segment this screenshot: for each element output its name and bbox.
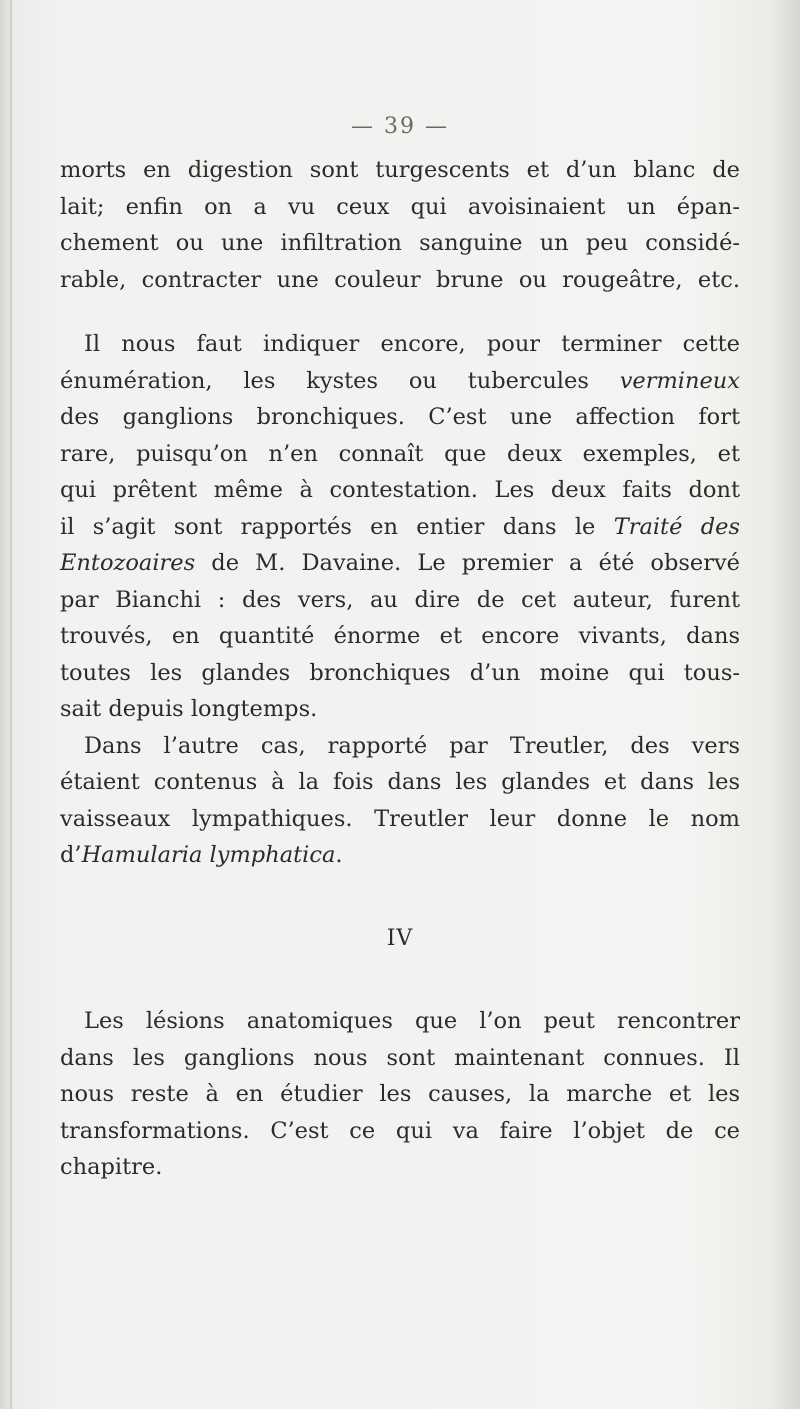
text-line bbox=[60, 363, 740, 400]
text-line: toutes les glandes bronchiques d’un moine qui tous- bbox=[60, 659, 740, 686]
paragraph-2 bbox=[60, 326, 740, 728]
text-line: lait; enfin on a vu ceux qui avoisinaient un épan- bbox=[60, 193, 740, 220]
italic-title: Traité des bbox=[613, 513, 740, 540]
paragraph-3 bbox=[60, 728, 740, 874]
paragraph-4 bbox=[60, 1003, 740, 1186]
text-fragment: il s’agit sont rapportés en entier dans le bbox=[60, 513, 614, 540]
page-number: — 39 — bbox=[351, 114, 449, 139]
text-line: étaient contenus à la fois dans les glandes et dans les bbox=[60, 769, 740, 795]
text-fragment: d’ bbox=[60, 842, 82, 868]
text-line: Les lésions anatomiques que l’on peut rencontrer bbox=[84, 1008, 740, 1034]
text-line: chement ou une infiltration sanguine un peu considé- bbox=[60, 230, 740, 256]
section-heading: IV bbox=[386, 925, 414, 951]
text-line bbox=[60, 837, 740, 874]
text-fragment: énumération, les kystes ou tubercules bbox=[60, 367, 620, 394]
text-line: transformations. C’est ce qui va faire l’objet de ce bbox=[60, 1117, 740, 1144]
text-line: dans les ganglions nous sont maintenant connues. Il bbox=[60, 1044, 740, 1071]
italic-term: Hamularia lymphatica bbox=[81, 842, 336, 868]
text-line: morts en digestion sont turgescents et d’un blanc de bbox=[60, 157, 740, 183]
text-fragment: . bbox=[335, 842, 343, 868]
text-line: trouvés, en quantité énorme et encore vivants, dans bbox=[60, 623, 740, 649]
body-text bbox=[60, 152, 740, 1186]
text-fragment: de M. Davaine. Le premier a été observé bbox=[195, 550, 740, 576]
italic-term: vermineux bbox=[619, 367, 740, 394]
text-line: vaisseaux lympathiques. Treutler leur donne le nom bbox=[60, 805, 740, 832]
paragraph-1 bbox=[60, 152, 740, 298]
paragraph-gap bbox=[60, 298, 740, 326]
text-line: sait depuis longtemps. bbox=[60, 696, 318, 722]
text-line: nous reste à en étudier les causes, la marche et les bbox=[60, 1081, 740, 1107]
text-line: Il nous faut indiquer encore, pour terminer cette bbox=[84, 331, 740, 357]
text-line: des ganglions bronchiques. C’est une affection fort bbox=[60, 404, 740, 430]
text-line: chapitre. bbox=[60, 1154, 163, 1180]
text-line bbox=[60, 509, 740, 546]
text-line: qui prêtent même à contestation. Les deux faits dont bbox=[60, 477, 740, 503]
italic-title: Entozoaires bbox=[60, 550, 196, 576]
text-line: rable, contracter une couleur brune ou rougeâtre, etc. bbox=[60, 266, 740, 293]
text-line bbox=[60, 545, 740, 582]
page-edge bbox=[10, 0, 12, 1409]
text-line: par Bianchi : des vers, au dire de cet auteur, furent bbox=[60, 586, 740, 613]
text-line: Dans l’autre cas, rapporté par Treutler, des vers bbox=[84, 732, 740, 759]
text-line: rare, puisqu’on n’en connaît que deux exemples, et bbox=[60, 440, 740, 467]
